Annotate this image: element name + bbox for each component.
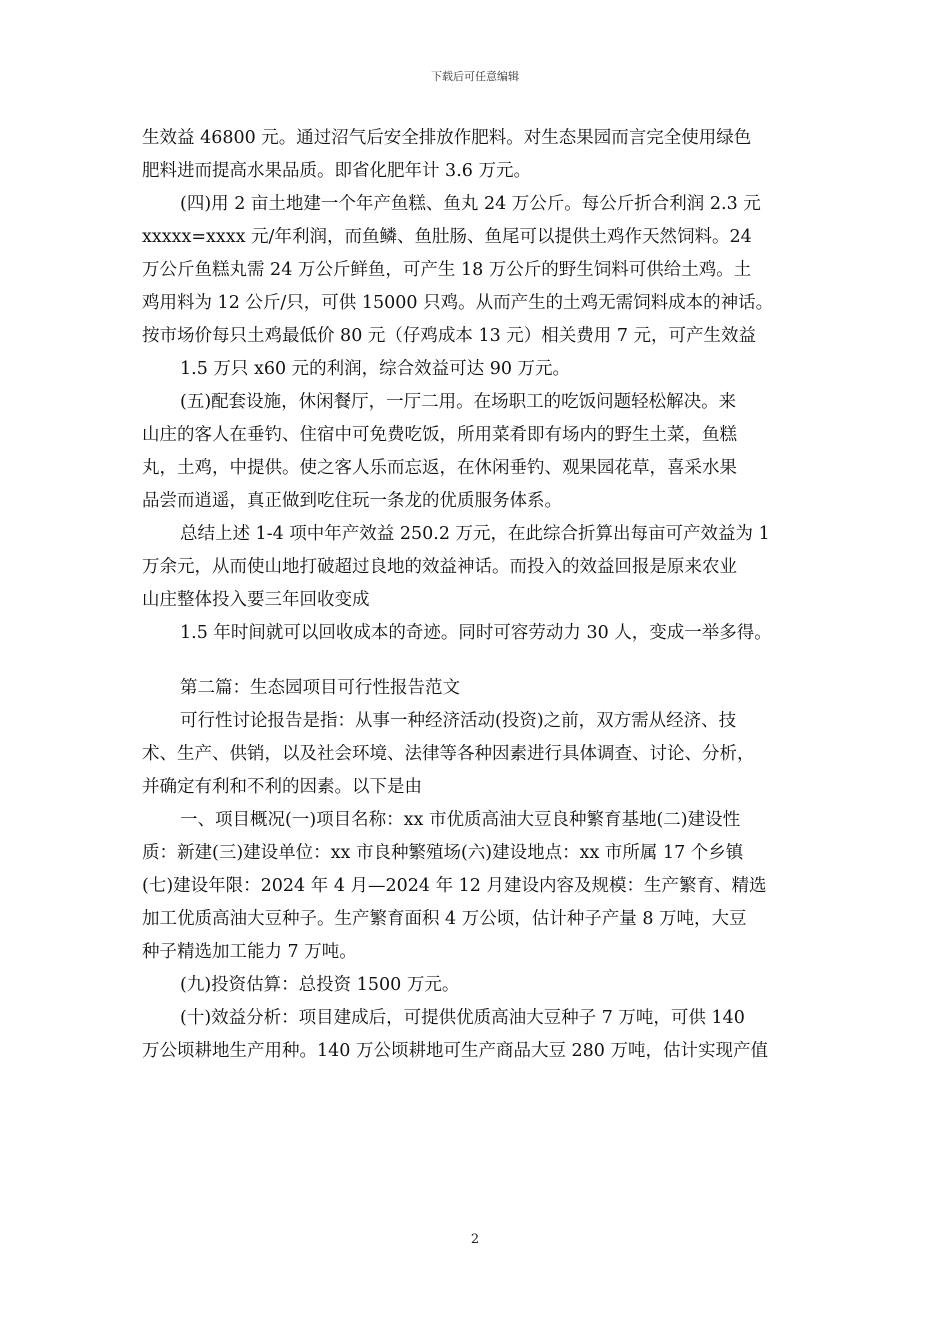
text-line: 丸，土鸡，中提供。使之客人乐而忘返，在休闲垂钓、观果园花草，喜采水果	[142, 458, 737, 478]
text-line: 质：新建(三)建设单位：xx 市良种繁殖场(六)建设地点：xx 市所属 17 个乡镇	[142, 843, 744, 863]
text-line: 山庄的客人在垂钓、住宿中可免费吃饭，所用菜肴即有场内的野生土菜，鱼糕	[142, 425, 737, 445]
text-line: 山庄整体投入要三年回收变成	[142, 590, 370, 610]
text-line: 种子精选加工能力 7 万吨。	[142, 942, 357, 962]
page-header: 下载后可任意编辑	[431, 70, 519, 83]
text-line: (九)投资估算：总投资 1500 万元。	[180, 975, 460, 995]
text-line: 品尝而逍遥，真正做到吃住玩一条龙的优质服务体系。	[142, 491, 562, 511]
text-line: 加工优质高油大豆种子。生产繁育面积 4 万公顷，估计种子产量 8 万吨，大豆	[142, 909, 747, 929]
text-line: 可行性讨论报告是指：从事一种经济活动(投资)之前，双方需从经济、技	[180, 711, 737, 731]
text-line: (七)建设年限：2024 年 4 月—2024 年 12 月建设内容及规模：生产繁育、精选	[142, 876, 767, 896]
text-line: xxxxx=xxxx 元/年利润，而鱼鳞、鱼肚肠、鱼尾可以提供土鸡作天然饲料。24	[142, 227, 752, 247]
text-line: (十)效益分析：项目建成后，可提供优质高油大豆种子 7 万吨，可供 140	[180, 1008, 745, 1028]
text-line: 一、项目概况(一)项目名称：xx 市优质高油大豆良种繁育基地(二)建设性	[180, 810, 741, 830]
text-line: 1.5 年时间就可以回收成本的奇迹。同时可容劳动力 30 人，变成一举多得。	[180, 623, 772, 643]
text-line: 生效益 46800 元。通过沼气后安全排放作肥料。对生态果园而言完全使用绿色	[142, 128, 752, 148]
text-line: 术、生产、供销，以及社会环境、法律等各种因素进行具体调查、讨论、分析，	[142, 744, 755, 764]
blank-line	[142, 650, 822, 672]
text-line: 并确定有利和不利的因素。以下是由	[142, 777, 422, 797]
text-line: 1.5 万只 x60 元的利润，综合效益可达 90 万元。	[180, 359, 571, 379]
document-body	[142, 122, 822, 1068]
text-line: 鸡用料为 12 公斤/只，可供 15000 只鸡。从而产生的土鸡无需饲料成本的神话。	[142, 293, 774, 313]
text-line: 按市场价每只土鸡最低价 80 元（仔鸡成本 13 元）相关费用 7 元，可产生效益	[142, 326, 757, 346]
text-line: 总结上述 1-4 项中年产效益 250.2 万元，在此综合折算出每亩可产效益为 1	[180, 524, 770, 544]
text-line: 肥料进而提高水果品质。即省化肥年计 3.6 万元。	[142, 161, 531, 181]
text-line: 万公斤鱼糕丸需 24 万公斤鲜鱼，可产生 18 万公斤的野生饲料可供给土鸡。土	[142, 260, 752, 280]
text-line: 第二篇：生态园项目可行性报告范文	[180, 678, 460, 698]
text-line: 万公顷耕地生产用种。140 万公顷耕地可生产商品大豆 280 万吨，估计实现产值	[142, 1041, 768, 1061]
text-line: (四)用 2 亩土地建一个年产鱼糕、鱼丸 24 万公斤。每公斤折合利润 2.3 元	[180, 194, 761, 214]
text-line: 万余元，从而使山地打破超过良地的效益神话。而投入的效益回报是原来农业	[142, 557, 737, 577]
text-line: (五)配套设施，休闲餐厅，一厅二用。在场职工的吃饭问题轻松解决。来	[180, 392, 737, 412]
page-number: 2	[470, 1232, 480, 1247]
